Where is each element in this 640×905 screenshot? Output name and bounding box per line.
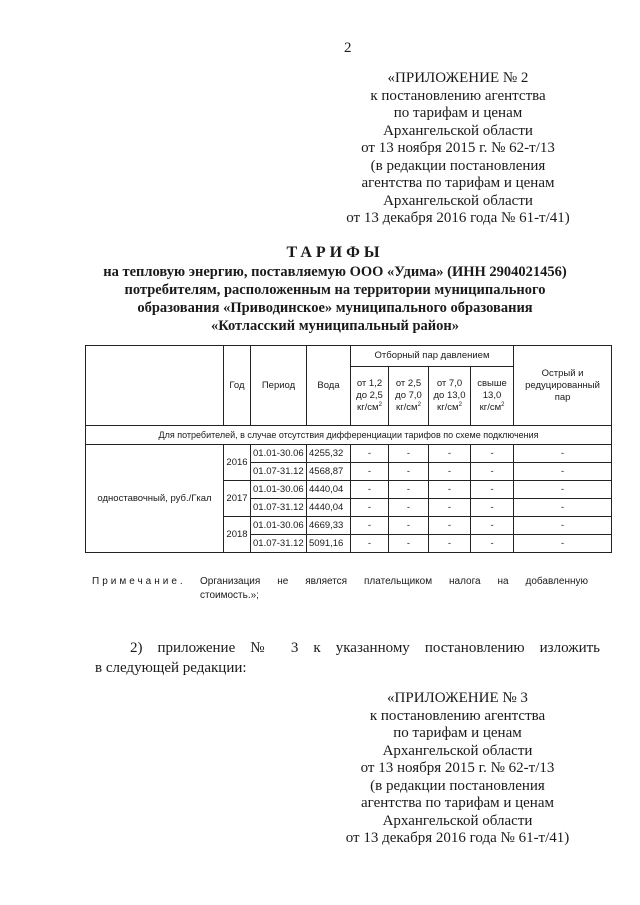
pressure-cell: -: [471, 517, 514, 535]
amendment-paragraph: [95, 638, 600, 678]
appendix-line: «ПРИЛОЖЕНИЕ № 3: [387, 690, 528, 706]
pressure-cell: -: [389, 463, 429, 481]
title-line: образования «Приводинское» муниципального образования: [137, 300, 533, 316]
appendix-line: «ПРИЛОЖЕНИЕ № 2: [387, 70, 529, 86]
note-text: Организация не является плательщиком налога на добавленную: [200, 576, 588, 587]
header-year: Год: [224, 346, 251, 426]
sharp-steam-cell: -: [514, 517, 612, 535]
pressure-cell: -: [351, 445, 389, 463]
period-cell: 01.01-30.06: [251, 517, 307, 535]
paragraph-line: в следующей редакции:: [95, 660, 247, 676]
pressure-cell: -: [429, 499, 471, 517]
appendix-line: от 13 ноября 2015 г. № 62-т/13: [360, 760, 555, 776]
header-pressure-3: от 7,0 до 13,0 $кг/см^2$: [429, 367, 471, 426]
appendix-line: по тарифам и ценам: [393, 105, 523, 121]
document-title: [95, 243, 575, 335]
pressure-cell: -: [389, 535, 429, 553]
pressure-cell: -: [429, 445, 471, 463]
appendix-line: (в редакции постановления: [370, 777, 545, 794]
year-cell: 2018: [224, 517, 251, 553]
year-cell: 2016: [224, 445, 251, 481]
pressure-cell: -: [429, 463, 471, 481]
title-line: «Котласский муниципальный район»: [210, 318, 460, 334]
pressure-cell: -: [471, 481, 514, 499]
sharp-steam-cell: -: [514, 481, 612, 499]
pressure-cell: -: [429, 535, 471, 553]
period-cell: 01.01-30.06: [251, 481, 307, 499]
pressure-cell: -: [389, 445, 429, 463]
water-cell: 4568,87: [307, 463, 351, 481]
table-row: [86, 445, 612, 463]
pressure-cell: -: [351, 499, 389, 517]
year-cell: 2017: [224, 481, 251, 517]
water-cell: 4440,04: [307, 499, 351, 517]
pressure-cell: -: [351, 481, 389, 499]
table-footnote: [92, 575, 592, 603]
appendix-line: агентства по тарифам и ценам: [360, 795, 554, 811]
sharp-steam-cell: -: [514, 499, 612, 517]
pressure-cell: -: [351, 517, 389, 535]
pressure-cell: -: [389, 481, 429, 499]
header-empty: [86, 346, 224, 426]
appendix-header-bottom: [330, 690, 585, 848]
appendix-line: по тарифам и ценам: [393, 725, 522, 741]
water-cell: 4440,04: [307, 481, 351, 499]
appendix-line: Архангельской области: [382, 812, 533, 829]
appendix-line: (в редакции постановления: [370, 157, 546, 174]
pressure-cell: -: [471, 499, 514, 517]
sharp-steam-cell: -: [514, 463, 612, 481]
appendix-line: к постановлению агентства: [370, 87, 546, 104]
pressure-cell: -: [351, 535, 389, 553]
water-cell: 5091,16: [307, 535, 351, 553]
pressure-cell: -: [429, 517, 471, 535]
period-cell: 01.07-31.12: [251, 463, 307, 481]
period-cell: 01.07-31.12: [251, 535, 307, 553]
water-cell: 4255,32: [307, 445, 351, 463]
appendix-line: Архангельской области: [383, 122, 533, 139]
appendix-line: агентства по тарифам и ценам: [361, 175, 555, 191]
header-sharp-steam: Острый и редуцированный пар: [514, 346, 612, 426]
appendix-line: от 13 декабря 2016 года № 61-т/41): [346, 210, 570, 226]
period-cell: 01.07-31.12: [251, 499, 307, 517]
paragraph-line: 2) приложение № 3 к указанному постановлению изложить: [130, 640, 600, 656]
pressure-cell: -: [351, 463, 389, 481]
pressure-cell: -: [471, 463, 514, 481]
header-pressure-2: от 2,5 до 7,0 $кг/см^2$: [389, 367, 429, 426]
period-cell: 01.01-30.06: [251, 445, 307, 463]
sharp-steam-cell: -: [514, 535, 612, 553]
appendix-line: Архангельской области: [382, 742, 533, 759]
pressure-cell: -: [429, 481, 471, 499]
tariffs-table: [85, 345, 612, 553]
header-selection-steam: Отборный пар давлением: [351, 346, 514, 367]
appendix-line: от 13 ноября 2015 г. № 62-т/13: [361, 140, 555, 156]
appendix-line: к постановлению агентства: [369, 707, 546, 724]
title-main: ТАРИФЫ: [286, 244, 384, 261]
header-water: Вода: [307, 346, 351, 426]
table-note-row: Для потребителей, в случае отсутствия дифференциации тарифов по схеме подключения: [86, 426, 612, 445]
title-line: потребителям, расположенным на территории муниципального: [124, 282, 546, 298]
appendix-line: Архангельской области: [383, 192, 533, 209]
pressure-cell: -: [471, 445, 514, 463]
header-period: Период: [251, 346, 307, 426]
title-line: на тепловую энергию, поставляемую ООО «Удима» (ИНН 2904021456): [103, 264, 567, 280]
page-number: 2: [344, 40, 352, 56]
appendix-line: от 13 декабря 2016 года № 61-т/41): [345, 830, 570, 846]
water-cell: 4669,33: [307, 517, 351, 535]
appendix-header-top: [338, 70, 578, 228]
header-pressure-4: свыше 13,0 $кг/см^2$: [471, 367, 514, 426]
note-label: Примечание.: [92, 576, 186, 587]
rate-label: одноставочный, руб./Гкал: [86, 445, 224, 553]
note-text-continued: стоимость.»;: [200, 590, 259, 601]
sharp-steam-cell: -: [514, 445, 612, 463]
pressure-cell: -: [389, 499, 429, 517]
header-pressure-1: от 1,2 до 2,5 $кг/см^2$: [351, 367, 389, 426]
pressure-cell: -: [389, 517, 429, 535]
pressure-cell: -: [471, 535, 514, 553]
